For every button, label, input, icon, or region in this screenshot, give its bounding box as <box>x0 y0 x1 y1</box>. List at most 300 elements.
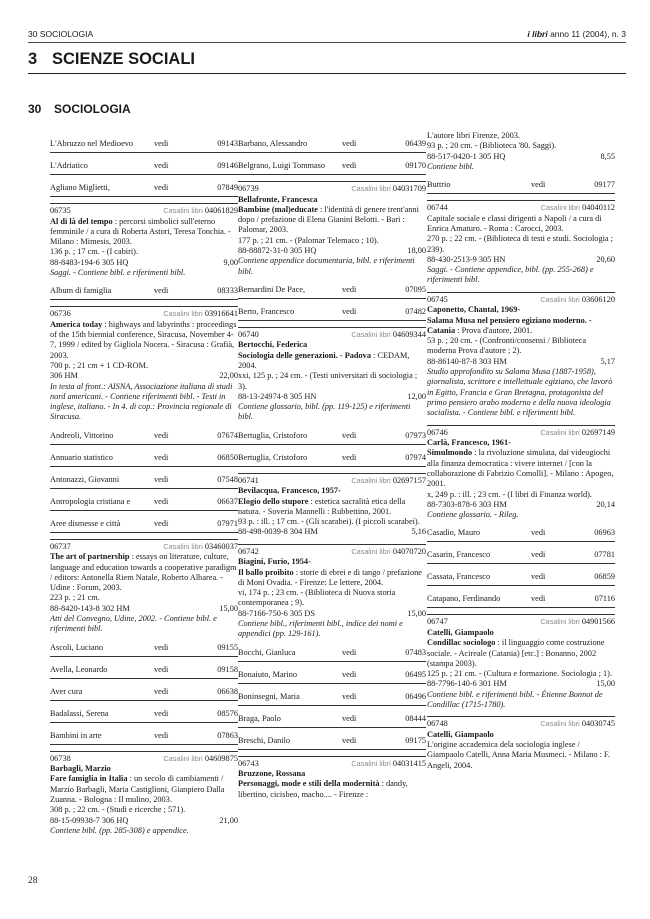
casalini-label: Casalini libri <box>540 617 580 627</box>
header-rule <box>28 42 626 43</box>
xref-name: Bonaiuto, Marino <box>238 669 297 679</box>
xref-number: 07971 <box>217 518 238 528</box>
entry-header <box>238 184 426 195</box>
price-row <box>50 816 238 826</box>
xref-name: Avella, Leonardo <box>50 664 108 674</box>
physical-description: x, 249 p. : ill. ; 23 cm. - (I libri di Finanza world). <box>427 489 592 499</box>
entry-description: Fare famiglia in Italia : un secolo di cambiamenti / Marzio Barbagli, Maria Castiglioni, Gianpiero Dalla Zuanna. - Bologna : Il mulino, 2003. <box>50 774 225 805</box>
casalini-ref <box>351 547 426 557</box>
entry-id: 06737 <box>50 541 71 551</box>
xref-number: 07482 <box>405 306 426 316</box>
price: 18,00 <box>407 245 426 255</box>
xref-name: Andreoli, Vittorino <box>50 430 114 440</box>
entry-id: 06736 <box>50 309 71 319</box>
casalini-number: 04609344 <box>392 329 426 339</box>
entry-id: 06738 <box>50 753 71 763</box>
casalini-label: Casalini libri <box>540 294 580 304</box>
xref-number: 06638 <box>217 686 238 696</box>
xref-see: vedi <box>531 550 546 560</box>
casalini-number: 04031415 <box>392 758 426 768</box>
entry-header <box>238 547 426 558</box>
entry-title: Bambine (mal)educate <box>238 204 318 214</box>
cross-reference <box>50 495 238 511</box>
casalini-ref <box>163 542 238 552</box>
physical-description: 700 p. ; 21 cm + 1 CD-ROM. <box>50 360 149 370</box>
entry-description: Bambine (mal)educate : l'identità di genere trent'anni dopo / prefazione di Elena Gianini Belotti. - Bari : Palomar, 2003. <box>238 204 419 235</box>
entry-title: Condillac sociologo <box>427 638 496 648</box>
isbn-class: 88-88872-31-0 305 HQ <box>238 245 317 255</box>
casalini-ref <box>541 203 615 213</box>
xref-name: Ascoli, Luciano <box>50 642 103 652</box>
isbn-class: 88-86140-87-8 303 HM <box>427 356 507 366</box>
cross-reference <box>50 159 238 175</box>
cross-reference <box>427 592 615 608</box>
xref-number: 06963 <box>594 528 615 538</box>
entry-description: Al di là del tempo : percorsi simbolici sull'eterno femminile / a cura di Roberta Astori, Teresa Tonchia. - Milano : Mimesis, 2003. <box>50 216 231 247</box>
cross-reference <box>238 429 426 445</box>
xref-name: L'Abruzzo nel Medioevo <box>50 139 134 148</box>
xref-name: Bernardini De Pace, <box>238 284 306 294</box>
xref-see: vedi <box>154 496 169 506</box>
xref-name: Breschi, Danilo <box>238 735 291 745</box>
cross-reference <box>427 570 615 586</box>
xref-see: vedi <box>154 708 169 718</box>
catalog-entry <box>238 756 426 800</box>
xref-see: vedi <box>154 730 169 740</box>
casalini-label: Casalini libri <box>351 184 391 193</box>
chapter-title: SCIENZE SOCIALI <box>52 50 196 68</box>
entry-header <box>238 476 426 487</box>
entry-description: Salama Musa nel pensiero egiziano moderno. - Catania : Prova d'autore, 2001. <box>427 315 592 335</box>
physical-description: 136 p. ; 17 cm. - (I cabiri). <box>50 247 139 257</box>
physical-description: 125 p. ; 21 cm. - (Cultura e formazione. Sociologia ; 1). <box>427 669 613 679</box>
xref-see: vedi <box>342 735 357 745</box>
xref-see: vedi <box>342 430 357 440</box>
cross-reference <box>427 526 615 542</box>
cross-reference <box>238 451 426 467</box>
chapter-number: 3 <box>28 50 38 68</box>
journal-brand: i libri <box>527 29 548 39</box>
casalini-number: 03606120 <box>581 294 615 304</box>
entry-author: Bevilacqua, Francesco, 1957- <box>238 486 341 496</box>
price: 22,00 <box>219 371 238 381</box>
price-row <box>238 609 426 619</box>
cross-reference <box>238 690 426 706</box>
entry-id: 06740 <box>238 329 259 339</box>
xref-name: Berto, Francesco <box>238 306 295 316</box>
xref-name: Antonazzi, Giovanni <box>50 474 120 484</box>
isbn-class: 88-430-2513-9 305 HN <box>427 254 506 264</box>
xref-see: vedi <box>154 286 169 296</box>
xref-number: 07674 <box>217 430 238 440</box>
price-row <box>50 371 238 381</box>
catalog-entry <box>238 327 426 423</box>
entry-note: Contiene bibl. e riferimenti bibl. - Étienne Bonnot de Condillac (1715-1780). <box>427 689 603 709</box>
xref-name: Belgrano, Luigi Tommaso <box>238 161 326 170</box>
entry-note: Saggi. - Contiene appendice, bibl. (pp. 255-268) e riferimenti bibl. <box>427 265 594 285</box>
entry-description: Simulmondo : la rivoluzione simulata, dai videogiochi alla finanza democratica : vivere internet / [con la collaborazione di Fabrizio Comolli]. - Milano : Apogeo, 2001. <box>427 448 614 489</box>
entry-id: 06744 <box>427 203 448 213</box>
continued-entry <box>427 131 615 172</box>
xref-see: vedi <box>342 161 357 170</box>
casalini-ref <box>163 309 238 319</box>
xref-see: vedi <box>154 139 169 148</box>
xref-name: Agliano Miglietti, <box>50 183 110 192</box>
cross-reference <box>50 284 238 300</box>
physical-description: 270 p. ; 22 cm. - (Biblioteca di testi e studi. Sociologia ; 239). <box>427 234 613 254</box>
cross-reference <box>50 685 238 701</box>
cross-reference <box>238 283 426 299</box>
xref-name: Cassata, Francesco <box>427 572 491 582</box>
xref-see: vedi <box>154 518 169 528</box>
xref-see: vedi <box>342 713 357 723</box>
xref-name: Boninsegni, Maria <box>238 691 300 701</box>
cross-reference <box>427 178 615 194</box>
casalini-ref <box>540 428 615 438</box>
running-header-journal <box>527 29 626 39</box>
physical-description: 223 p. ; 21 cm. <box>50 593 100 603</box>
entry-note: Contiene glossario, bibl. (pp. 119-125) e riferimenti bibl. <box>238 402 411 422</box>
xref-see: vedi <box>154 686 169 696</box>
xref-name: Bertuglia, Cristoforo <box>238 430 308 440</box>
isbn-class: 88-7796-140-6 301 HM <box>427 679 507 689</box>
casalini-ref <box>351 759 426 769</box>
chapter-rule <box>28 73 626 74</box>
entry-description: Condillac sociologo : il linguaggio come costruzione sociale. - Acireale (Catania) [etc.] : Bonanno, 2002 (stampa 2003). <box>427 638 605 668</box>
xref-number: 07973 <box>405 430 426 440</box>
entry-id: 06742 <box>238 546 259 556</box>
isbn-class: 306 HM <box>50 371 78 381</box>
xref-number: 09155 <box>217 642 238 652</box>
casalini-ref <box>351 184 426 194</box>
casalini-number: 04040112 <box>582 203 615 213</box>
entry-description: Capitale sociale e classi dirigenti a Napoli / a cura di Enrica Amaturo. - Roma : Carocci, 2003. <box>427 213 602 233</box>
xref-number: 09158 <box>217 664 238 674</box>
price-row <box>427 152 615 162</box>
casalini-number: 03916641 <box>204 309 238 319</box>
isbn-class: 88-498-0039-8 304 HM <box>238 527 318 537</box>
entry-header <box>50 206 238 217</box>
price-row <box>238 246 426 256</box>
entry-note: Studio approfondito su Salama Musa (1887-1958), giornalista, scrittore e intellettuale egiziano, che lavorò in Egitto, Francia e Gran Bretagna, protagonista del primo pensiero arabo moderno e della nuova ideologia socialista. - Contiene bibl. e riferimenti bibl. <box>427 367 613 418</box>
xref-number: 07116 <box>594 594 615 604</box>
isbn-class: 88-8420-143-8 302 HM <box>50 603 130 613</box>
entry-header <box>50 542 238 553</box>
casalini-number: 04609875 <box>204 753 238 763</box>
xref-name: Casarin, Francesco <box>427 550 491 560</box>
physical-description: 93 p. : ill. ; 17 cm. - (Gli scarabei). (I piccoli scarabei). <box>238 517 420 527</box>
price: 20,60 <box>596 254 615 264</box>
xref-see: vedi <box>154 452 169 462</box>
entry-title: Il ballo proibito <box>238 567 294 577</box>
cross-reference <box>50 707 238 723</box>
xref-name: Bertuglia, Cristoforo <box>238 452 308 462</box>
entry-note: Contiene bibl. <box>427 161 475 171</box>
cross-reference <box>238 137 426 153</box>
casalini-label: Casalini libri <box>351 475 391 485</box>
entry-author: Biagini, Furio, 1954- <box>238 557 311 567</box>
xref-number: 07849 <box>217 183 238 192</box>
chapter-heading <box>28 50 626 69</box>
cross-reference <box>50 517 238 533</box>
xref-see: vedi <box>531 180 546 190</box>
entry-id: 06746 <box>427 427 448 437</box>
price: 21,00 <box>219 815 238 825</box>
price: 12,00 <box>407 391 426 401</box>
xref-see: vedi <box>154 183 169 192</box>
cross-reference <box>50 451 238 467</box>
xref-number: 06859 <box>594 572 615 582</box>
casalini-label: Casalini libri <box>163 309 203 319</box>
price: 20,14 <box>596 499 615 509</box>
xref-number: 08444 <box>405 713 426 723</box>
physical-description: 177 p. ; 21 cm. - (Palomar Telemaco ; 10). <box>238 235 379 245</box>
catalog-entry <box>427 425 615 521</box>
xref-name: L'Adriatico <box>50 161 88 170</box>
catalog-entry <box>427 716 615 771</box>
cross-reference <box>50 181 238 197</box>
catalog-entry <box>427 200 615 286</box>
physical-description: 53 p. ; 20 cm. - (Confronti/consensi / Biblioteca moderna Prova d'autore ; 2). <box>427 336 586 356</box>
xref-see: vedi <box>154 161 169 170</box>
cross-reference <box>50 137 238 153</box>
casalini-number: 04031709 <box>392 184 426 193</box>
running-header <box>28 29 626 45</box>
casalini-number: 02697157 <box>392 475 426 485</box>
xref-number: 06496 <box>405 691 426 701</box>
xref-number: 07483 <box>405 647 426 657</box>
entry-note: Contiene appendice documentaria, bibl. e riferimenti bibl. <box>238 256 415 276</box>
entry-id: 06739 <box>238 184 259 193</box>
casalini-number: 04901566 <box>581 617 615 627</box>
xref-see: vedi <box>342 306 357 316</box>
xref-number: 06495 <box>405 669 426 679</box>
xref-see: vedi <box>531 572 546 582</box>
xref-name: Annuario statistico <box>50 452 113 462</box>
entry-note: Saggi. - Contiene bibl. e riferimenti bibl. <box>50 267 186 277</box>
casalini-label: Casalini libri <box>351 758 391 768</box>
casalini-ref <box>163 206 238 216</box>
entry-author: Bruzzone, Rossana <box>238 769 306 779</box>
entry-note: Atti del Convegno, Udine, 2002. - Contiene bibl. e riferimenti bibl. <box>50 614 217 634</box>
price: 8,55 <box>600 151 615 161</box>
column-3 <box>427 131 615 775</box>
catalog-entry <box>50 751 238 837</box>
price-row <box>238 527 426 537</box>
entry-header <box>427 428 615 439</box>
isbn-class: 88-8483-194-6 305 HQ <box>50 257 129 267</box>
entry-title: Salama Musa nel pensiero egiziano moderno. - Catania <box>427 315 592 335</box>
xref-name: Bocchi, Gianluca <box>238 647 296 657</box>
casalini-number: 04030745 <box>581 719 615 729</box>
journal-issue: anno 11 (2004), n. 3 <box>547 29 626 39</box>
cross-reference <box>238 305 426 321</box>
entry-title: Fare famiglia in Italia <box>50 774 128 784</box>
xref-name: Braga, Paolo <box>238 713 281 723</box>
xref-number: 07974 <box>405 452 426 462</box>
xref-see: vedi <box>342 139 357 148</box>
catalog-entry <box>50 539 238 635</box>
entry-author: Catelli, Giampaolo <box>427 729 494 739</box>
xref-see: vedi <box>154 430 169 440</box>
price: 5,16 <box>411 527 426 537</box>
entry-header <box>238 759 426 770</box>
isbn-class: 88-517-0420-1 305 HQ <box>427 151 506 161</box>
price-row <box>427 500 615 510</box>
entry-description: Elogio dello stupore : estetica sacralità etica della natura. - Soveria Mannelli : Rubbettino, 2001. <box>238 496 406 516</box>
entry-note: Contiene bibl., riferimenti bibl., indice dei nomi e appendici (pp. 129-161). <box>238 619 403 639</box>
price-row <box>50 604 238 614</box>
cross-reference <box>50 473 238 489</box>
price: 15,00 <box>219 603 238 613</box>
entry-author: Catelli, Giampaolo <box>427 627 494 637</box>
casalini-ref <box>351 476 426 486</box>
price: 15,00 <box>596 679 615 689</box>
casalini-number: 02697149 <box>581 427 615 437</box>
entry-author: Carlà, Francesco, 1961- <box>427 438 511 448</box>
price-row <box>427 679 615 689</box>
entry-header <box>238 330 426 341</box>
physical-description: 308 p. ; 22 cm. - (Studi e ricerche ; 571). <box>50 805 186 815</box>
page-number: 28 <box>28 876 38 886</box>
xref-number: 08333 <box>217 286 238 296</box>
physical-description: vi, 174 p. ; 23 cm. - (Biblioteca di Nuova storia contemporanea ; 9). <box>238 588 396 608</box>
continued-line: L'autore libri Firenze, 2003. <box>427 131 520 140</box>
xref-number: 09143 <box>217 139 238 148</box>
entry-note: Contiene glossario. - Rileg. <box>427 510 519 520</box>
xref-number: 09170 <box>405 161 426 170</box>
entry-description: Il ballo proibito : storie di ebrei e di tango / prefazione di Moni Ovadia. - Firenze: Le lettere, 2004. <box>238 567 422 587</box>
entry-note: Contiene bibl. (pp. 285-308) e appendice. <box>50 825 189 835</box>
catalog-entry <box>238 473 426 538</box>
casalini-label: Casalini libri <box>540 203 581 213</box>
cross-reference <box>427 548 615 564</box>
entry-title: Personaggi, mode e stili della modernità <box>238 779 380 789</box>
entry-author: Bellafronte, Francesca <box>238 194 318 204</box>
xref-name: Antropologia cristiana e <box>50 496 131 506</box>
cross-reference <box>50 429 238 445</box>
price-row <box>238 392 426 402</box>
entry-id: 06735 <box>50 206 71 215</box>
xref-number: 09177 <box>594 180 615 190</box>
entry-id: 06743 <box>238 758 259 768</box>
casalini-label: Casalini libri <box>163 753 203 763</box>
casalini-ref <box>351 330 426 340</box>
xref-number: 07095 <box>405 284 426 294</box>
isbn-class: 88-7303-878-6 303 HM <box>427 499 507 509</box>
xref-see: vedi <box>531 528 546 538</box>
casalini-number: 03460037 <box>204 541 238 551</box>
entry-title: The art of partnership <box>50 552 130 562</box>
xref-number: 07548 <box>217 474 238 484</box>
entry-note: In testa al front.: AISNA, Associazione italiana di studi nord americani. - Contiene riferimenti bibl. - Testi in inglese, italiano. - In 4. di cop.: Provincia regionale di Siracusa. <box>50 381 233 422</box>
entry-author: Bertocchi, Federica <box>238 340 308 350</box>
casalini-number: 04070720 <box>392 546 426 556</box>
entry-header <box>427 203 615 214</box>
price: 5,17 <box>600 356 615 366</box>
entry-title: Al di là del tempo <box>50 216 113 226</box>
isbn-class: 88-13-24974-8 305 HN <box>238 391 317 401</box>
cross-reference <box>50 663 238 679</box>
entry-header <box>50 754 238 765</box>
column-1 <box>50 131 238 840</box>
xref-see: vedi <box>531 594 546 604</box>
casalini-label: Casalini libri <box>351 546 391 556</box>
cross-reference <box>238 668 426 684</box>
casalini-label: Casalini libri <box>163 206 203 215</box>
entry-description: L'origine accademica dela sociologia inglese / Giampaolo Catelli, Anna Maria Musmeci. - Milano : F. Angeli, 2004. <box>427 740 610 770</box>
entry-header <box>427 719 615 730</box>
xref-name: Casadio, Mauro <box>427 528 480 538</box>
xref-number: 07863 <box>217 730 238 740</box>
xref-number: 07781 <box>594 550 615 560</box>
xref-name: Album di famiglia <box>50 286 112 296</box>
xref-number: 09175 <box>405 735 426 745</box>
xref-see: vedi <box>154 642 169 652</box>
entry-author: Barbagli, Marzio <box>50 764 111 774</box>
casalini-label: Casalini libri <box>540 719 580 729</box>
section-number: 30 <box>28 102 42 116</box>
continued-line: 93 p. ; 20 cm. - (Biblioteca '80. Saggi). <box>427 141 557 151</box>
casalini-label: Casalini libri <box>351 329 391 339</box>
isbn-class: 88-15-09938-7 306 HQ <box>50 815 129 825</box>
entry-title: Elogio dello stupore <box>238 496 309 506</box>
xref-name: Catapano, Ferdinando <box>427 594 501 604</box>
xref-name: Barbano, Alessandro <box>238 139 308 148</box>
entry-description: Sociologia delle generazioni. - Padova : CEDAM, 2004. <box>238 350 410 370</box>
catalog-entry <box>427 292 615 419</box>
xref-see: vedi <box>154 664 169 674</box>
entry-id: 06748 <box>427 719 448 729</box>
entry-title: Sociologia delle generazioni. - Padova <box>238 350 371 360</box>
section-title: SOCIOLOGIA <box>54 102 131 116</box>
xref-number: 09146 <box>217 161 238 170</box>
catalog-entry <box>50 306 238 422</box>
catalog-entry <box>50 203 238 278</box>
entry-description: Personaggi, mode e stili della modernità : dandy, libertino, cicisbeo, macho.... - Firenze : <box>238 779 408 799</box>
entry-id: 06741 <box>238 475 259 485</box>
casalini-label: Casalini libri <box>163 541 203 551</box>
catalog-entry <box>427 614 615 710</box>
entry-header <box>427 295 615 306</box>
running-header-section: 30 SOCIOLOGIA <box>28 29 94 39</box>
column-2 <box>238 131 426 804</box>
cross-reference <box>238 734 426 750</box>
price-row <box>50 258 238 268</box>
xref-see: vedi <box>342 691 357 701</box>
xref-see: vedi <box>154 474 169 484</box>
casalini-number: 04061829 <box>204 206 238 215</box>
catalog-entry <box>238 544 426 640</box>
cross-reference <box>238 159 426 175</box>
xref-name: Bambini in arte <box>50 730 102 740</box>
xref-name: Aver cura <box>50 686 83 696</box>
entry-description: America today : highways and labyrinths : proceedings of the 15th biennial conference, Siracusa, November 4-7, 1999 / edited by Gigliola Nocera. - Siracusa : Grafià, 2003. <box>50 319 237 360</box>
price: 9,00 <box>223 257 238 267</box>
physical-description: xxi, 125 p. ; 24 cm. - (Testi universitari di sociologia ; 3). <box>238 371 418 391</box>
casalini-ref <box>163 754 238 764</box>
casalini-ref <box>540 719 615 729</box>
xref-see: vedi <box>342 284 357 294</box>
xref-see: vedi <box>342 452 357 462</box>
cross-reference <box>238 712 426 728</box>
cross-reference <box>238 646 426 662</box>
entry-header <box>50 309 238 320</box>
xref-name: Badalassi, Serena <box>50 708 109 718</box>
xref-number: 08576 <box>217 708 238 718</box>
casalini-ref <box>540 295 615 305</box>
xref-number: 06850 <box>217 452 238 462</box>
